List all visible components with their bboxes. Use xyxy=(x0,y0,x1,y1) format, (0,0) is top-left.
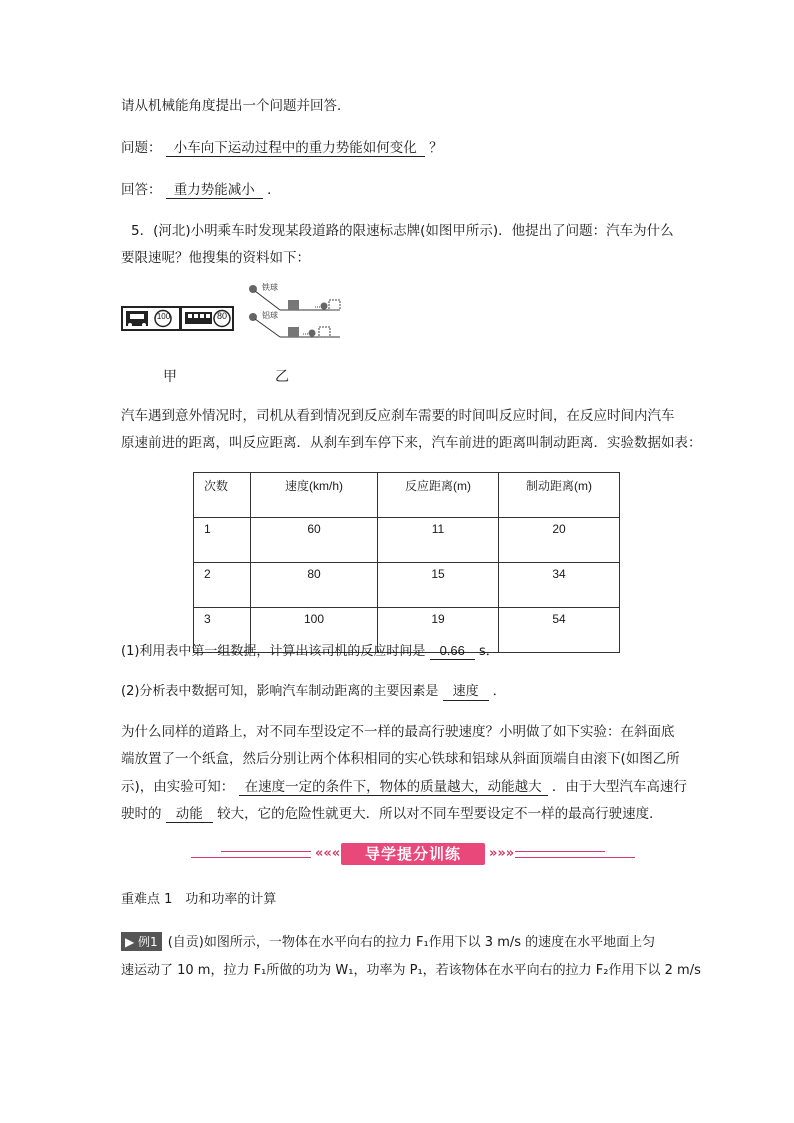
sign1-value: 100 xyxy=(156,312,171,321)
chevron-left-icon: ««« xyxy=(315,846,341,861)
question-answer: 小车向下运动过程中的重力势能如何变化 xyxy=(166,140,425,157)
q5-sub1 xyxy=(121,640,499,660)
ramp-figure xyxy=(246,281,346,341)
table-cell: 80 xyxy=(251,563,378,608)
answer-text: 重力势能减小 xyxy=(166,182,263,199)
speed-sign-bus xyxy=(180,306,234,331)
answer-end: ． xyxy=(267,182,281,198)
sign2-value: 80 xyxy=(216,311,227,321)
q5-para2: 原速前进的距离，叫反应距离．从刹车到车停下来，汽车前进的距离叫制动距离．实验数据如表： xyxy=(121,435,702,451)
example-line1 xyxy=(121,931,655,951)
q5-sub2 xyxy=(121,680,506,701)
para6-prefix: 驶时的 xyxy=(121,806,162,822)
speed-sign-car xyxy=(121,306,181,331)
section-title: 重难点 1 功和功率的计算 xyxy=(121,892,277,907)
iron-ball-label: 铁球 xyxy=(262,283,278,292)
sub1-suffix: s． xyxy=(479,644,499,659)
table-cell: 2 xyxy=(194,563,251,608)
question-end: ？ xyxy=(429,140,443,156)
table-cell: 100 xyxy=(251,608,378,653)
sub2-answer: 速度 xyxy=(443,684,489,701)
table-cell: 1 xyxy=(194,518,251,563)
q5-para5 xyxy=(121,775,687,796)
para6-answer: 动能 xyxy=(166,806,213,823)
example-tag-label: 例1 xyxy=(138,935,158,949)
q5-para6 xyxy=(121,802,663,823)
caption-yi: 乙 xyxy=(275,369,289,385)
caption-jia: 甲 xyxy=(163,369,177,385)
answer-label: 回答： xyxy=(121,182,162,198)
example-line2: 速运动了 10 m，拉力 F₁所做的功为 W₁，功率为 P₁，若该物体在水平向右的拉力 F₂作用下以 2 m/s xyxy=(121,963,701,978)
table-row xyxy=(194,563,620,608)
para5-answer: 在速度一定的条件下，物体的质量越大，动能越大 xyxy=(239,779,548,796)
sub2-prefix: (2)分析表中数据可知，影响汽车制动距离的主要因素是 xyxy=(121,684,439,699)
section-banner xyxy=(191,843,635,865)
table-cell: 3 xyxy=(194,608,251,653)
banner-title: 导学提分训练 xyxy=(341,843,485,865)
question-label: 问题： xyxy=(121,140,162,156)
header-count: 次数 xyxy=(194,473,251,518)
table-cell: 11 xyxy=(378,518,499,563)
table-header-row xyxy=(194,473,620,518)
table-cell: 60 xyxy=(251,518,378,563)
intro-text: 请从机械能角度提出一个问题并回答． xyxy=(121,98,351,114)
header-speed: 速度(km/h) xyxy=(251,473,378,518)
header-braking-distance: 制动距离(m) xyxy=(499,473,620,518)
q5-line2: 要限速呢？他搜集的资料如下： xyxy=(121,250,310,266)
header-reaction-distance: 反应距离(m) xyxy=(378,473,499,518)
chevron-right-icon: »»» xyxy=(489,846,515,861)
table-row xyxy=(194,518,620,563)
example-text1: (自贡)如图所示，一物体在水平向右的拉力 F₁作用下以 3 m/s 的速度在水平地面上匀 xyxy=(167,935,656,950)
sub1-answer: 0.66 xyxy=(430,643,475,660)
q5-para3: 为什么同样的道路上，对不同车型设定不一样的最高行驶速度？小明做了如下实验：在斜面底 xyxy=(121,724,675,740)
answer-line xyxy=(121,178,281,199)
para5-suffix: ．由于大型汽车高速行 xyxy=(551,779,687,795)
data-table xyxy=(193,472,620,653)
q5-para4: 端放置了一个纸盒，然后分别让两个体积相同的实心铁球和铝球从斜面顶端自由滚下(如图乙所 xyxy=(121,751,680,767)
table-cell: 20 xyxy=(499,518,620,563)
q5-para1: 汽车遇到意外情况时，司机从看到情况到反应刹车需要的时间叫反应时间，在反应时间内汽车 xyxy=(121,408,675,424)
paper-box-icon xyxy=(288,300,299,310)
table-cell: 19 xyxy=(378,608,499,653)
aluminum-ball-label: 铝球 xyxy=(262,311,278,320)
table-cell: 54 xyxy=(499,608,620,653)
para5-prefix: 示)，由实验可知： xyxy=(121,779,235,795)
q5-line1: 5．(河北)小明乘车时发现某段道路的限速标志牌(如图甲所示)．他提出了问题：汽车为什么 xyxy=(131,223,674,239)
example-tag: ▶ 例1 xyxy=(121,932,162,951)
sub2-suffix: ． xyxy=(492,684,506,699)
table-cell: 15 xyxy=(378,563,499,608)
question-line xyxy=(121,136,443,157)
sub1-prefix: (1)利用表中第一组数据，计算出该司机的反应时间是 xyxy=(121,644,426,659)
table-cell: 34 xyxy=(499,563,620,608)
para6-suffix: 较大，它的危险性就更大．所以对不同车型要设定不一样的最高行驶速度． xyxy=(217,806,663,822)
